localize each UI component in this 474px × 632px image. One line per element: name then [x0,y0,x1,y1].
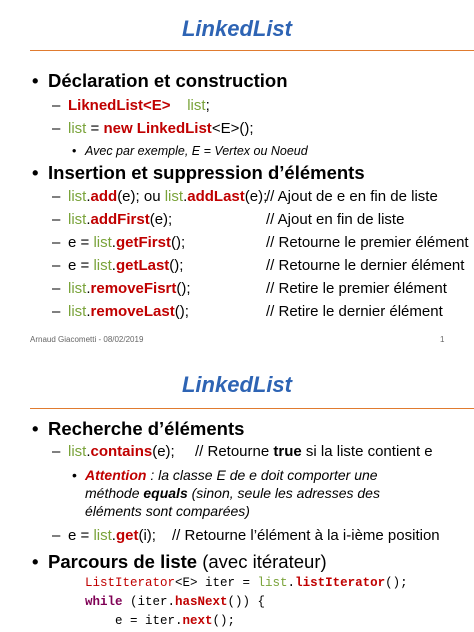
code-line-1: ListIterator<E> iter = list.listIterator(); [85,576,408,590]
code-line-3: e = iter.next(); [85,614,236,628]
slide-2 [0,356,474,632]
op-contains-comment: // Retourne true si la liste contient e [195,443,433,460]
op-get-comment: // Retourne l’élément à la i-ième position [172,527,440,544]
title-rule [30,408,474,409]
section-search: • Recherche d’éléments [32,418,245,439]
op-addfirst: – list.addFirst(e); [52,211,173,228]
attention-note: • Attention : la classe E de e doit comporter une [72,467,378,483]
op-getlast-comment: // Retourne le dernier élément [266,257,465,274]
op-add: – list.add(e); ou list.addLast(e); [52,188,268,205]
op-addfirst-comment: // Ajout en fin de liste [266,211,405,228]
op-getfirst-comment: // Retourne le premier élément [266,234,469,251]
op-get: – e = list.get(i); [52,527,156,544]
op-add-comment: // Ajout de e en fin de liste [266,188,438,205]
op-removelast: – list.removeLast(); [52,303,189,320]
declaration-line: – LiknedList<E> list; [52,97,210,114]
op-getlast: – e = list.getLast(); [52,257,184,274]
op-removelast-comment: // Retire le dernier élément [266,303,443,320]
op-getfirst: – e = list.getFirst(); [52,234,186,251]
example-note: • Avec par exemple, E = Vertex ou Noeud [72,144,308,158]
attention-note-line3: éléments sont comparées) [85,503,250,519]
op-removefirst-comment: // Retire le premier élément [266,280,447,297]
section-insertion: • Insertion et suppression d’éléments [32,162,365,183]
construction-line: – list = new LinkedList<E>(); [52,120,254,137]
section-declaration: • Déclaration et construction [32,70,288,91]
slide-title: LinkedList [181,16,292,41]
section-iteration: • Parcours de liste (avec itérateur) [32,551,327,572]
footer-author-date: Arnaud Giacometti - 08/02/2019 [30,335,144,344]
op-contains: – list.contains(e); [52,443,175,460]
op-removefirst: – list.removeFisrt(); [52,280,191,297]
code-line-2: while (iter.hasNext()) { [85,595,266,609]
title-rule [30,50,474,51]
slide-title: LinkedList [181,372,292,397]
attention-note-line2: méthode equals (sinon, seule les adresses des [85,485,380,501]
page-number: 1 [440,335,445,344]
